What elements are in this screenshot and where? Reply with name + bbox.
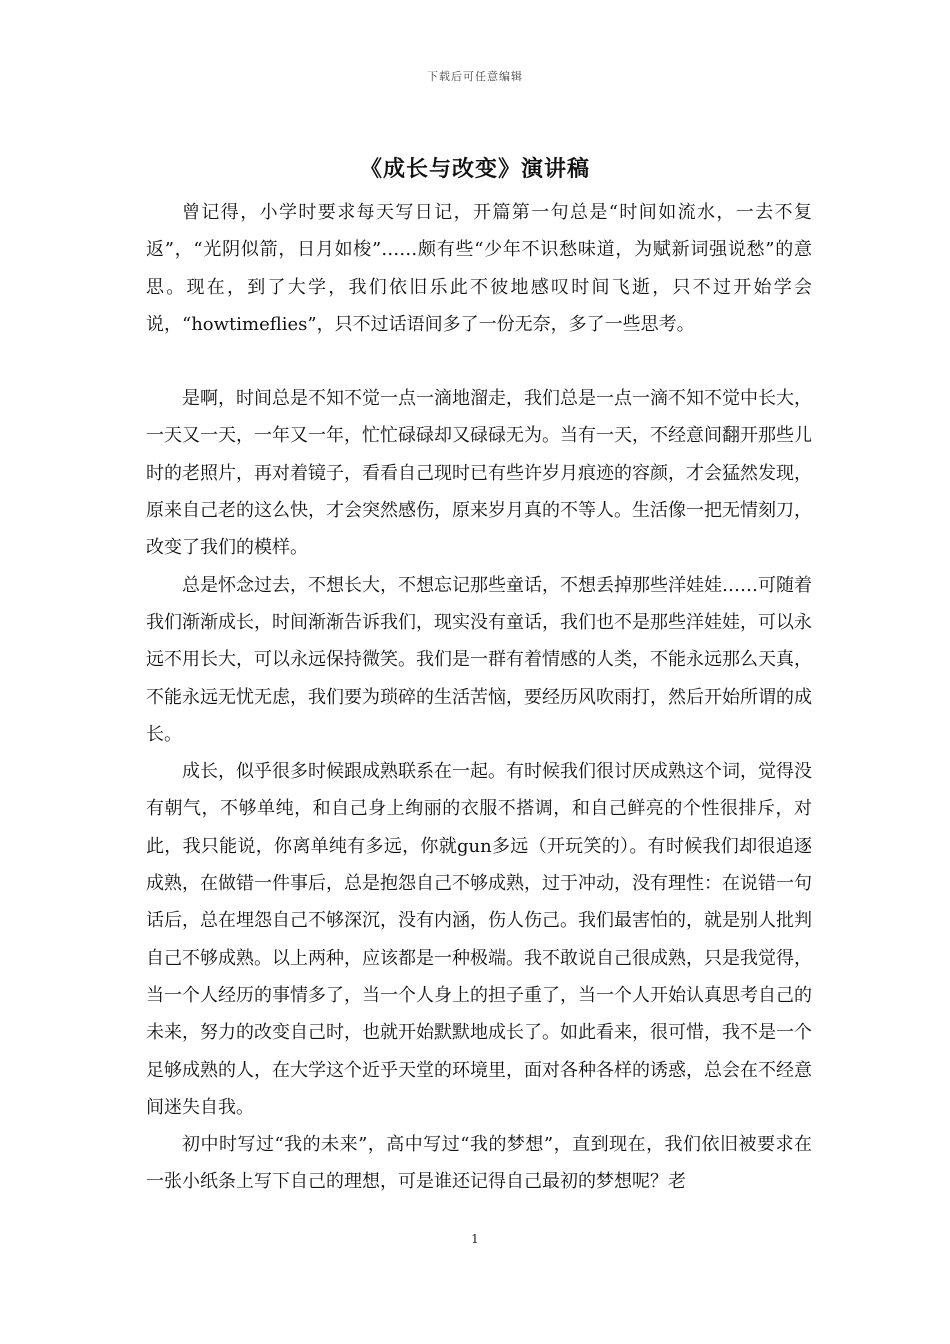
paragraph-2: 是啊，时间总是不知不觉一点一滴地溜走，我们总是一点一滴不知不觉中长大，一天又一天，一年又一年，忙忙碌碌却又碌碌无为。当有一天，不经意间翻开那些儿时的老照片，再对着镜子，看看自己现时已有些许岁月痕迹的容颜，才会猛然发现，原来自己老的这么快，才会突然感伤，原来岁月真的不等人。生活像一把无情刻刀，改变了我们的模样。 xyxy=(146,388,812,559)
document-body xyxy=(146,194,812,1201)
paragraph-1: 曾记得，小学时要求每天写日记，开篇第一句总是“时间如流水，一去不复返”，“光阴似箭，日月如梭”……颇有些“少年不识愁味道，为赋新词强说愁”的意思。现在，到了大学，我们依旧乐此不彼地感叹时间飞逝，只不过开始学会说，“howtimeflies”，只不过话语间多了一份无奈，多了一些思考。 xyxy=(146,202,812,335)
page-header-note: 下载后可任意编辑 xyxy=(427,70,523,83)
paragraph-5: 初中时写过“我的未来”，高中写过“我的梦想”，直到现在，我们依旧被要求在一张小纸条上写下自己的理想，可是谁还记得自己最初的梦想呢？老 xyxy=(146,1134,812,1193)
paragraph-4: 成长，似乎很多时候跟成熟联系在一起。有时候我们很讨厌成熟这个词，觉得没有朝气，不够单纯，和自己身上绚丽的衣服不搭调，和自己鲜亮的个性很排斥，对此，我只能说，你离单纯有多远，你就gun多远（开玩笑的）。有时候我们却很追逐成熟，在做错一件事后，总是抱怨自己不够成熟，过于冲动，没有理性：在说错一句话后，总在埋怨自己不够深沉，没有内涵，伤人伤己。我们最害怕的，就是别人批判自己不够成熟。以上两种，应该都是一种极端。我不敢说自己很成熟，只是我觉得，当一个人经历的事情多了，当一个人身上的担子重了，当一个人开始认真思考自己的未来，努力的改变自己时，也就开始默默地成长了。如此看来，很可惜，我不是一个足够成熟的人，在大学这个近乎天堂的环境里，面对各种各样的诱惑，总会在不经意间迷失自我。 xyxy=(146,761,812,1118)
paragraph-3: 总是怀念过去，不想长大，不想忘记那些童话，不想丢掉那些洋娃娃……可随着我们渐渐成长，时间渐渐告诉我们，现实没有童话，我们也不是那些洋娃娃，可以永远不用长大，可以永远保持微笑。我们是一群有着情感的人类，不能永远那么天真，不能永远无忧无虑，我们要为琐碎的生活苦恼，要经历风吹雨打，然后开始所谓的成长。 xyxy=(146,574,812,745)
document-title: 《成长与改变》演讲稿 xyxy=(359,157,590,182)
page-number: 1 xyxy=(471,1232,479,1246)
